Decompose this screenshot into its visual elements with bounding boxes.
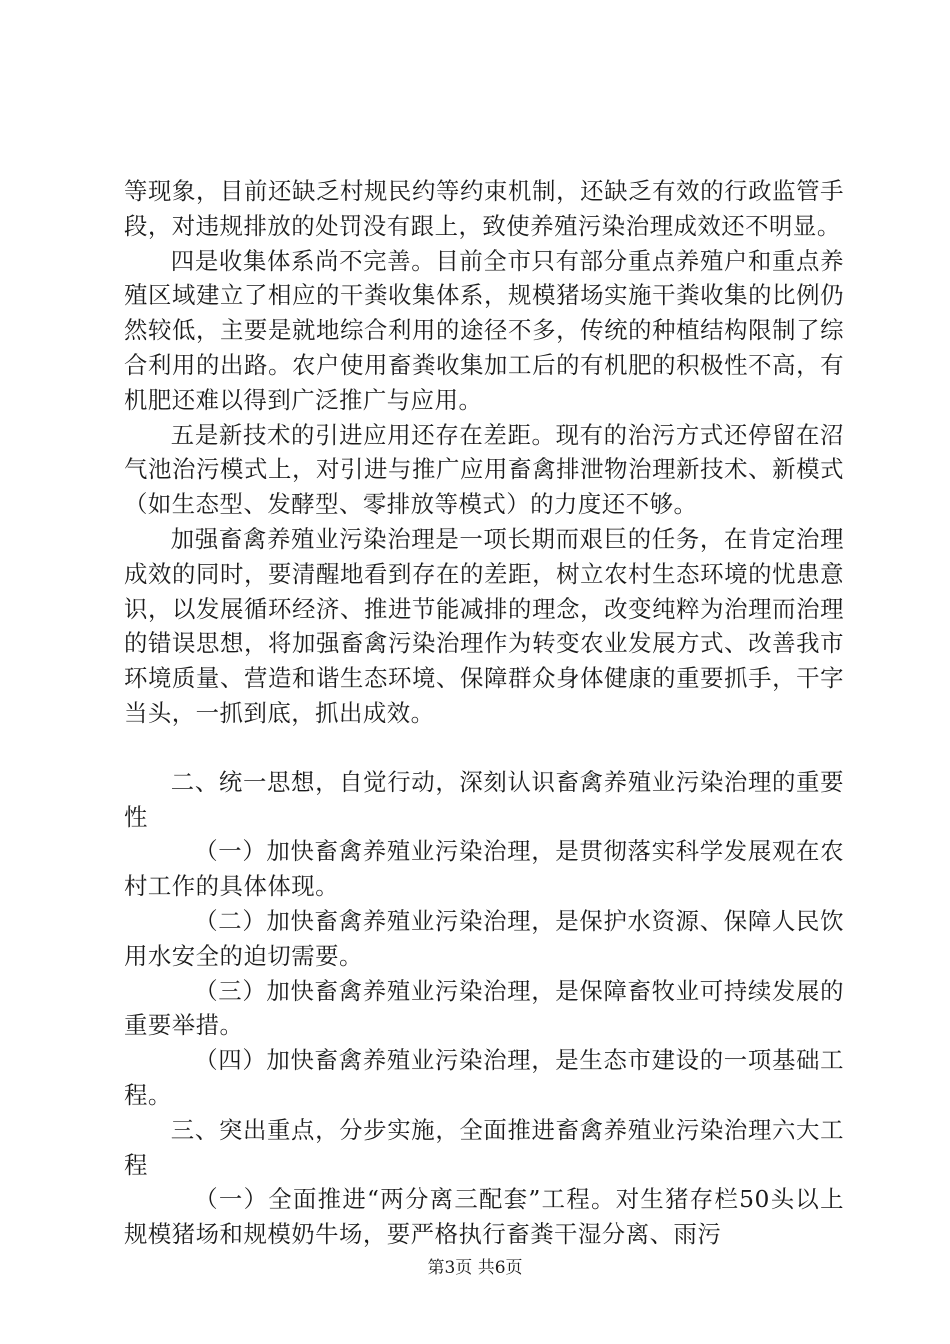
subsection-2-1: （一）加快畜禽养殖业污染治理，是贯彻落实科学发展观在农村工作的具体体现。 [124,837,844,901]
subsection-2-2: （二）加快畜禽养殖业污染治理，是保护水资源、保障人民饮用水安全的迫切需要。 [124,906,844,970]
subsection-2-3: （三）加快畜禽养殖业污染治理，是保障畜牧业可持续发展的重要举措。 [124,976,844,1040]
page-footer: 第3页 共6页 [427,1258,523,1278]
subsection-2-4: （四）加快畜禽养殖业污染治理，是生态市建设的一项基础工程。 [124,1046,844,1109]
paragraph-summary: 加强畜禽养殖业污染治理是一项长期而艰巨的任务，在肯定治理成效的同时，要清醒地看到存在的差距，树立农村生态环境的忧患意识，以发展循环经济、推进节能减排的理念，改变纯粹为治理而治理的错误思想，将加强畜禽污染治理作为转变农业发展方式、改善我市环境质量、营造和谐生态环境、保障群众身体健康的重要抓手，干字当头，一抓到底，抓出成效。 [124,524,844,727]
paragraph-continuation: 等现象，目前还缺乏村规民约等约束机制，还缺乏有效的行政监管手段，对违规排放的处罚没有跟上，致使养殖污染治理成效还不明显。 [124,177,844,240]
document-body [124,174,844,1252]
section-heading-3: 三、突出重点，分步实施，全面推进畜禽养殖业污染治理六大工程 [124,1115,844,1179]
paragraph-new-technology: 五是新技术的引进应用还存在差距。现有的治污方式还停留在沼气池治污模式上，对引进与推广应用畜禽排泄物治理新技术、新模式（如生态型、发酵型、零排放等模式）的力度还不够。 [124,420,844,519]
section-heading-2: 二、统一思想，自觉行动，深刻认识畜禽养殖业污染治理的重要性 [124,767,844,831]
subsection-3-1: （一）全面推进“两分离三配套”工程。对生猪存栏50头以上规模猪场和规模奶牛场，要严格执行畜粪干湿分离、雨污 [124,1185,844,1249]
paragraph-gap [124,731,844,765]
paragraph-collection-system: 四是收集体系尚不完善。目前全市只有部分重点养殖户和重点养殖区域建立了相应的干粪收集体系，规模猪场实施干粪收集的比例仍然较低，主要是就地综合利用的途径不多，传统的种植结构限制了综合利用的出路。农户使用畜粪收集加工后的有机肥的积极性不高，有机肥还难以得到广泛推广与应用。 [124,246,844,414]
